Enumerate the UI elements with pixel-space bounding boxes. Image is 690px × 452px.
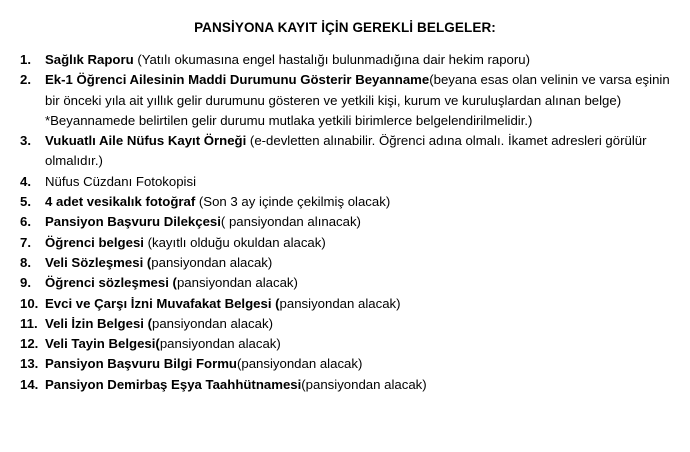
item-number: 1. [20, 52, 31, 67]
list-item [20, 354, 675, 374]
item-description: (Son 3 ay içinde çekilmiş olacak) [195, 194, 391, 210]
item-title: 4 adet vesikalık fotoğraf [45, 194, 196, 210]
list-item [20, 273, 675, 293]
item-description: (Yatılı okumasına engel hastalığı bulunmadığına dair hekim raporu) [133, 52, 531, 67]
item-title: Evci ve Çarşı İzni Muvafakat Belgesi ( [45, 295, 280, 311]
item-title: Vukuatlı Aile Nüfus Kayıt Örneği [45, 133, 247, 149]
item-title: Pansiyon Başvuru Bilgi Formu [45, 356, 237, 372]
item-description: pansiyondan alacak) [152, 315, 273, 331]
list-item [20, 294, 675, 314]
item-description: (pansiyondan alacak) [237, 356, 363, 372]
item-description: (pansiyondan alacak) [301, 376, 427, 392]
list-item [20, 192, 675, 212]
item-description: (beyana esas olan velinin ve varsa eşinin bir önceki yıla ait yıllık gelir durumunu gösteren ve yetkili kişi, kurum ve kuruluşlardan alınan belge) *Beyannamede belirtilen gelir durumu mutlaka yetkili birimlerce belgelendirilmelidir.) [45, 72, 670, 128]
item-description: Nüfus Cüzdanı Fotokopisi [45, 173, 196, 189]
document-title: PANSİYONA KAYIT İÇİN GEREKLİ BELGELER: [194, 20, 496, 35]
item-description: pansiyondan alacak) [279, 295, 401, 311]
item-title: Öğrenci sözleşmesi ( [45, 275, 177, 291]
list-item [20, 212, 675, 232]
requirements-list [20, 50, 675, 395]
item-number: 14. [20, 376, 39, 392]
list-item [20, 314, 675, 334]
item-number: 13. [20, 356, 39, 372]
item-number: 6. [20, 214, 31, 230]
item-title: Ek-1 Öğrenci Ailesinin Maddi Durumunu Gösterir Beyanname [45, 72, 430, 88]
item-description: (kayıtlı olduğu okuldan alacak) [143, 234, 326, 250]
item-title: Veli İzin Belgesi ( [45, 315, 152, 331]
item-number: 10. [20, 295, 39, 311]
item-description: ( pansiyondan alınacak) [220, 214, 361, 230]
list-item [20, 70, 675, 131]
list-item [20, 334, 675, 354]
list-item [20, 131, 675, 172]
item-number: 5. [20, 194, 31, 210]
item-number: 11. [20, 315, 38, 331]
list-item [20, 375, 675, 395]
item-description: pansiyondan alacak) [151, 254, 273, 270]
item-number: 8. [20, 254, 31, 270]
list-item [20, 172, 675, 192]
item-number: 2. [20, 72, 31, 88]
item-title: Veli Tayin Belgesi( [45, 336, 160, 352]
item-number: 12. [20, 336, 39, 352]
item-title: Veli Sözleşmesi ( [45, 254, 152, 270]
item-title: Sağlık Raporu [45, 52, 134, 67]
list-item [20, 253, 675, 273]
item-title: Pansiyon Demirbaş Eşya Taahhütnamesi [45, 376, 302, 392]
item-description: pansiyondan alacak) [176, 275, 298, 291]
item-number: 9. [20, 275, 31, 291]
item-number: 4. [20, 173, 31, 189]
item-number: 7. [20, 234, 31, 250]
item-description: pansiyondan alacak) [159, 336, 281, 352]
item-description: (e-devletten alınabilir. Öğrenci adına olmalı. İkamet adresleri görülür olmalıdır.) [45, 133, 647, 169]
item-title: Pansiyon Başvuru Dilekçesi [45, 214, 221, 230]
list-item [20, 233, 675, 253]
list-item [20, 50, 675, 70]
item-title: Öğrenci belgesi [45, 234, 144, 250]
item-number: 3. [20, 133, 31, 149]
